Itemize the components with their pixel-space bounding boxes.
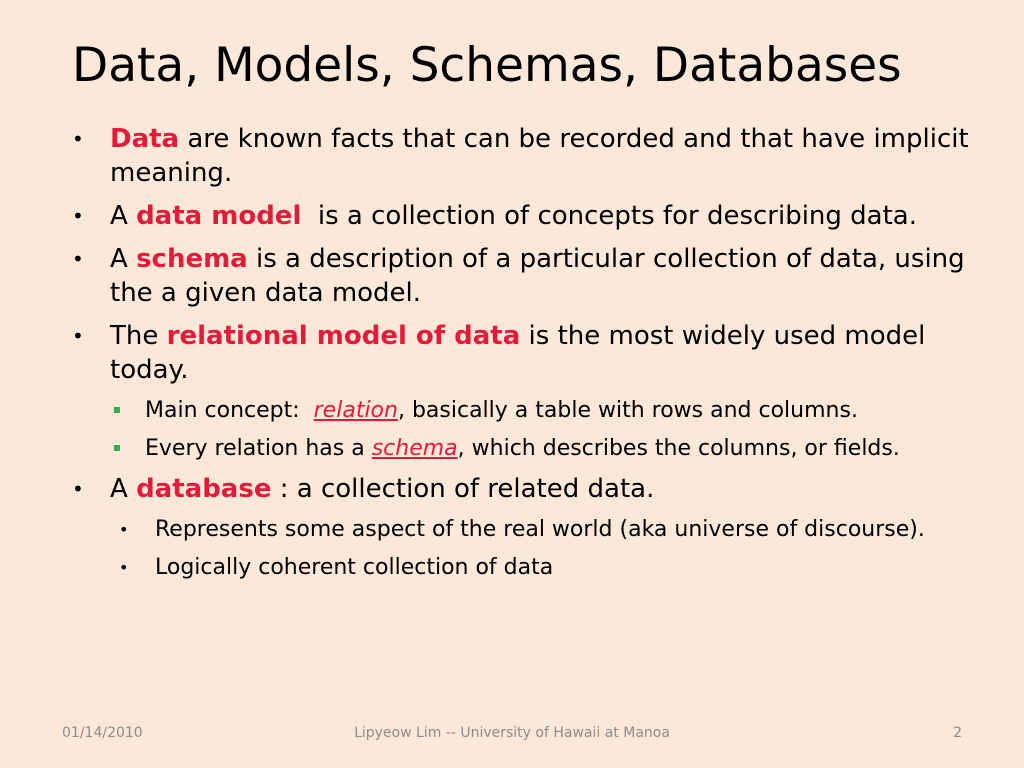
bullet-text-before: A	[110, 201, 137, 231]
footer-date: 01/14/2010	[62, 725, 143, 741]
bullet-dot-icon: •	[72, 127, 84, 151]
bullet-dot-icon: •	[119, 520, 129, 539]
footer-author: Lipyeow Lim -- University of Hawaii at Manoa	[354, 725, 670, 741]
bullet-dot-icon: •	[72, 324, 84, 348]
bullet-text-before: A	[110, 244, 137, 274]
bullet-dot-icon: •	[72, 204, 84, 228]
sub-bullet-text: Represents some aspect of the real world (aka universe of discourse).	[155, 517, 925, 542]
bullet-text-after: is the most widely used model today.	[110, 321, 926, 385]
keyword-schema-italic: schema	[371, 436, 458, 461]
keyword-relation: relation	[313, 398, 398, 423]
keyword-schema: schema	[136, 244, 248, 274]
sub-bullet-text: Logically coherent collection of data	[155, 555, 554, 580]
bullet-text-before: The	[110, 321, 167, 351]
bullet-item-schema	[72, 242, 977, 310]
bullet-text-after: , basically a table with rows and columns.	[397, 398, 858, 423]
bullet-text-after: , which describes the columns, or fields.	[457, 436, 900, 461]
bullet-text-before: Main concept:	[145, 398, 314, 423]
bullet-item-database	[72, 472, 977, 506]
bullet-dot-icon: •	[72, 477, 84, 501]
sub-bullet-coherent	[72, 553, 977, 582]
bullet-text-before: A	[110, 474, 137, 504]
bullet-dot-icon: •	[119, 558, 129, 577]
sub-bullet-relation	[72, 396, 977, 425]
sub-bullet-schema	[72, 434, 977, 463]
bullet-text-after: are known facts that can be recorded and that have implicit meaning.	[110, 124, 969, 188]
bullet-text-after: is a collection of concepts for describing data.	[301, 201, 918, 231]
bullet-dot-icon: •	[72, 247, 84, 271]
keyword-data: Data	[110, 124, 180, 154]
keyword-data-model: data model	[136, 201, 302, 231]
slide-title: Data, Models, Schemas, Databases	[72, 38, 902, 93]
bullet-item-data	[72, 122, 977, 190]
square-bullet-icon	[114, 445, 120, 451]
bullet-text-after: is a description of a particular collection of data, using the a given data model.	[110, 244, 965, 308]
bullet-text-before: Every relation has a	[145, 436, 372, 461]
keyword-relational-model: relational model of data	[166, 321, 521, 351]
bullet-item-data-model	[72, 199, 977, 233]
bullet-item-relational-model	[72, 319, 977, 387]
bullet-text-after: : a collection of related data.	[271, 474, 655, 504]
keyword-database: database	[136, 474, 272, 504]
square-bullet-icon	[114, 407, 120, 413]
bullet-list	[72, 122, 977, 591]
footer-page-number: 2	[953, 725, 962, 741]
sub-bullet-real-world	[72, 515, 977, 544]
